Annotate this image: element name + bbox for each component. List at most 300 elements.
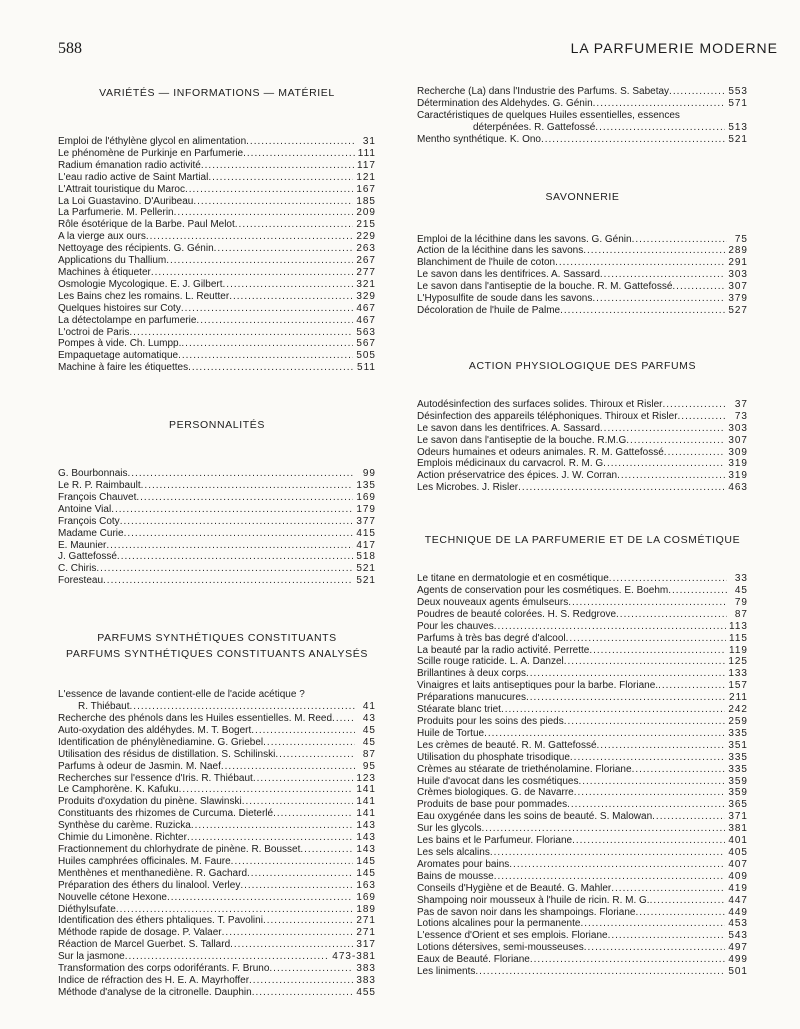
entry-page: 317 bbox=[356, 939, 376, 951]
entry-title: L'Hyposulfite de soude dans les savons bbox=[417, 293, 593, 305]
entry-page: 521 bbox=[728, 133, 748, 145]
toc-entry bbox=[58, 468, 376, 480]
dot-leader bbox=[231, 856, 354, 868]
entry-page: 263 bbox=[356, 243, 376, 255]
entry-title: L'essence d'Orient et ses emplois. Floriane bbox=[417, 930, 608, 942]
entry-title: Odeurs humaines et odeurs animales. R. M. Gattefossé bbox=[417, 446, 664, 458]
dot-leader bbox=[616, 609, 727, 621]
entry-title: La Loi Guastavino. D'Auribeau bbox=[58, 195, 194, 207]
toc-list bbox=[417, 573, 748, 978]
dot-leader bbox=[566, 633, 726, 645]
entry-page: 157 bbox=[728, 680, 748, 692]
entry-page: 169 bbox=[356, 891, 376, 903]
dot-leader bbox=[193, 196, 353, 208]
entry-page: 143 bbox=[356, 843, 376, 855]
entry-page: 563 bbox=[356, 326, 376, 338]
entry-page: 415 bbox=[356, 527, 376, 539]
toc-entry bbox=[58, 963, 376, 975]
entry-title: Applications du Thallium bbox=[58, 255, 167, 267]
entry-title: Lotions alcalines pour la permanente bbox=[417, 918, 581, 930]
dot-leader bbox=[191, 820, 353, 832]
dot-leader bbox=[243, 148, 355, 160]
toc-entry bbox=[58, 749, 376, 761]
entry-page: 289 bbox=[728, 245, 748, 257]
toc-entry bbox=[58, 184, 376, 196]
entry-page: 99 bbox=[362, 468, 376, 480]
entry-title: Caractéristiques de quelques Huiles essentielles, essences bbox=[417, 109, 680, 121]
toc-entry bbox=[417, 740, 748, 752]
dot-leader bbox=[269, 963, 353, 975]
toc-entry bbox=[58, 832, 376, 844]
entry-title: Le Camphorène. K. Kafuku bbox=[58, 784, 179, 796]
entry-title: Parfums à très bas degré d'alcool bbox=[417, 632, 566, 644]
dot-leader bbox=[475, 966, 725, 978]
entry-page: 45 bbox=[362, 724, 376, 736]
toc-section bbox=[417, 533, 748, 978]
entry-page: 45 bbox=[734, 585, 748, 597]
entry-title: Pour les chauves bbox=[417, 620, 494, 632]
entry-title: Les liniments bbox=[417, 966, 476, 978]
entry-page: 75 bbox=[734, 233, 748, 245]
toc-entry bbox=[417, 728, 748, 740]
dot-leader bbox=[120, 516, 354, 528]
entry-page: 43 bbox=[362, 713, 376, 724]
entry-page: 291 bbox=[728, 257, 748, 269]
toc-entry bbox=[58, 975, 376, 987]
toc-list bbox=[58, 136, 376, 374]
entry-page: 277 bbox=[356, 266, 376, 278]
entry-page: 379 bbox=[728, 293, 748, 305]
toc-entry bbox=[58, 575, 376, 587]
entry-title: Les Bains chez les romains. L. Reutter bbox=[58, 290, 230, 302]
entry-title: J. Gattefossé bbox=[58, 551, 117, 563]
toc-entry bbox=[58, 915, 376, 927]
entry-title: Antoine Vial bbox=[58, 503, 112, 515]
entry-title: Shampoing noir mousseux à l'huile de ricin. R. M. G. bbox=[417, 894, 650, 906]
toc-entry bbox=[58, 737, 376, 749]
toc-entry bbox=[417, 110, 748, 122]
entry-title: Le savon dans les dentifrices. A. Sassard bbox=[417, 422, 600, 434]
toc-entry bbox=[58, 880, 376, 892]
entry-page: 567 bbox=[356, 338, 376, 350]
toc-entry bbox=[417, 134, 748, 146]
entry-page: 143 bbox=[356, 820, 376, 832]
dot-leader bbox=[530, 954, 725, 966]
entry-page: 319 bbox=[728, 458, 748, 470]
toc-entry bbox=[58, 904, 376, 916]
toc-entry bbox=[417, 835, 748, 847]
entry-title: Eaux de Beauté. Floriane bbox=[417, 954, 530, 966]
entry-title: La détectolampe en parfumerie bbox=[58, 314, 197, 326]
toc-entry bbox=[417, 656, 748, 668]
toc-entry bbox=[417, 597, 748, 609]
toc-entry bbox=[58, 219, 376, 231]
dot-leader bbox=[501, 704, 725, 716]
entry-title-continued: déterpénées. R. Gattefossé bbox=[473, 121, 596, 133]
dot-leader bbox=[174, 207, 354, 219]
dot-leader bbox=[96, 563, 353, 575]
entry-page: 45 bbox=[362, 736, 376, 748]
dot-leader bbox=[124, 528, 354, 540]
dot-leader bbox=[181, 303, 353, 315]
entry-title: Produits de base pour pommades bbox=[417, 799, 568, 811]
toc-entry bbox=[417, 585, 748, 597]
entry-page: 79 bbox=[734, 596, 748, 608]
dot-leader bbox=[570, 752, 725, 764]
entry-page: 95 bbox=[362, 760, 376, 772]
toc-entry bbox=[417, 716, 748, 728]
entry-title: L'eau radio active de Saint Martial bbox=[58, 171, 209, 183]
entry-title: Préparation des éthers du linalool. Verley bbox=[58, 879, 241, 891]
entry-page: 447 bbox=[728, 894, 748, 906]
dot-leader bbox=[635, 907, 725, 919]
entry-title: Identification des éthers phtaliques. T. Pavolini bbox=[58, 915, 263, 927]
right-column bbox=[417, 86, 748, 978]
entry-page: 87 bbox=[734, 608, 748, 620]
toc-entry bbox=[58, 951, 376, 963]
dot-leader bbox=[151, 267, 353, 279]
entry-title: Recherche des phénols dans les Huiles essentielles. M. Reed bbox=[58, 713, 333, 724]
dot-leader bbox=[196, 315, 353, 327]
dot-leader bbox=[201, 160, 354, 172]
dot-leader bbox=[678, 411, 727, 423]
dot-leader bbox=[632, 764, 726, 776]
entry-page: 143 bbox=[356, 832, 376, 844]
dot-leader bbox=[188, 362, 354, 374]
entry-page: 377 bbox=[356, 515, 376, 527]
toc-entry bbox=[58, 939, 376, 951]
toc-entry bbox=[58, 267, 376, 279]
toc-entry bbox=[417, 871, 748, 883]
toc-entry-continuation bbox=[58, 701, 376, 713]
dot-leader bbox=[166, 255, 353, 267]
dot-leader bbox=[564, 716, 726, 728]
entry-page: 419 bbox=[728, 882, 748, 894]
toc-entry bbox=[417, 423, 748, 435]
entry-title: Emploi de l'éthylène glycol en alimentation bbox=[58, 136, 247, 147]
entry-title: Méthode rapide de dosage. P. Valaer bbox=[58, 927, 222, 939]
entry-title: Décoloration de l'huile de Palme bbox=[417, 304, 561, 316]
dot-leader bbox=[103, 575, 353, 587]
toc-entry bbox=[417, 633, 748, 645]
toc-entry bbox=[58, 303, 376, 315]
dot-leader bbox=[179, 784, 354, 796]
entry-title: Le savon dans les dentifrices. A. Sassard bbox=[417, 269, 600, 281]
entry-title: Action préservatrice des épices. J. W. Corran bbox=[417, 470, 618, 482]
toc-section bbox=[58, 418, 376, 587]
dot-leader bbox=[564, 656, 726, 668]
toc-entry bbox=[417, 458, 748, 470]
dot-leader bbox=[130, 701, 355, 713]
dot-leader bbox=[541, 134, 725, 146]
entry-title: Huiles camphrées officinales. M. Faure bbox=[58, 855, 231, 867]
entry-title: Nouvelle cétone Hexone bbox=[58, 891, 167, 903]
entry-page: 119 bbox=[729, 644, 748, 656]
entry-page: 307 bbox=[728, 434, 748, 446]
entry-page: 511 bbox=[357, 362, 376, 374]
entry-title: Constituants des rhizomes de Curcuma. Dieterlé bbox=[58, 808, 274, 820]
toc-entry bbox=[58, 551, 376, 563]
toc-list bbox=[417, 399, 748, 494]
entry-page: 145 bbox=[356, 867, 376, 879]
toc-entry bbox=[58, 172, 376, 184]
entry-title: François Coty bbox=[58, 515, 120, 527]
toc-entry bbox=[58, 291, 376, 303]
toc-entry bbox=[417, 942, 748, 954]
entry-page: 383 bbox=[356, 963, 376, 975]
toc-entry bbox=[417, 293, 748, 305]
dot-leader bbox=[185, 184, 353, 196]
toc-entry bbox=[417, 447, 748, 459]
entry-page: 505 bbox=[356, 350, 376, 362]
entry-page: 271 bbox=[356, 927, 376, 939]
dot-leader bbox=[247, 868, 353, 880]
dot-leader bbox=[221, 761, 355, 773]
dot-leader bbox=[246, 136, 355, 148]
dot-leader bbox=[125, 951, 330, 963]
entry-page: 145 bbox=[356, 855, 376, 867]
dot-leader bbox=[526, 668, 725, 680]
toc-entry bbox=[417, 435, 748, 447]
entry-title: Agents de conservation pour les cosmétiques. E. Boehm bbox=[417, 585, 669, 597]
dot-leader bbox=[593, 98, 726, 110]
entry-page: 211 bbox=[729, 692, 748, 704]
entry-page: 409 bbox=[728, 870, 748, 882]
entry-page: 383 bbox=[356, 974, 376, 986]
toc-entry bbox=[58, 504, 376, 516]
entry-page: 215 bbox=[356, 219, 376, 231]
toc-entry bbox=[417, 907, 748, 919]
dot-leader bbox=[589, 645, 726, 657]
entry-page: 335 bbox=[728, 763, 748, 775]
dot-leader bbox=[626, 435, 725, 447]
toc-entry bbox=[58, 160, 376, 172]
toc-section bbox=[417, 190, 748, 317]
entry-title: Machine à faire les étiquettes bbox=[58, 362, 189, 374]
entry-title: Autodésinfection des surfaces solides. Thiroux et Risler bbox=[417, 398, 663, 410]
dot-leader bbox=[229, 291, 353, 303]
entry-page: 405 bbox=[728, 846, 748, 858]
page-number: 588 bbox=[58, 40, 82, 57]
entry-page: 111 bbox=[357, 147, 376, 159]
toc-entry bbox=[58, 243, 376, 255]
toc-list bbox=[58, 689, 376, 999]
toc-entry bbox=[58, 350, 376, 362]
toc-entry bbox=[417, 680, 748, 692]
dot-leader bbox=[178, 350, 353, 362]
dot-leader bbox=[555, 257, 725, 269]
toc-section bbox=[417, 86, 748, 146]
dot-leader bbox=[494, 621, 726, 633]
dot-leader bbox=[572, 835, 725, 847]
toc-entry bbox=[417, 811, 748, 823]
entry-page: 179 bbox=[356, 503, 376, 515]
entry-page: 189 bbox=[356, 903, 376, 915]
dot-leader bbox=[568, 597, 727, 609]
toc-entry bbox=[417, 883, 748, 895]
entry-page: 417 bbox=[356, 539, 376, 551]
toc-entry bbox=[58, 987, 376, 999]
entry-page: 473-381 bbox=[332, 951, 376, 963]
running-title: LA PARFUMERIE MODERNE bbox=[570, 40, 778, 56]
dot-leader bbox=[273, 808, 353, 820]
dot-leader bbox=[117, 551, 353, 563]
dot-leader bbox=[252, 987, 354, 999]
toc-entry bbox=[58, 540, 376, 552]
entry-title: La Parfumerie. M. Pellerin bbox=[58, 207, 174, 219]
dot-leader bbox=[494, 871, 726, 883]
entry-page: 329 bbox=[356, 290, 376, 302]
entry-title: Bains de mousse bbox=[417, 870, 494, 882]
entry-page: 407 bbox=[728, 858, 748, 870]
toc-entry bbox=[58, 761, 376, 773]
toc-entry bbox=[58, 196, 376, 208]
toc-entry bbox=[417, 930, 748, 942]
entry-title: Empaquetage automatique bbox=[58, 350, 179, 362]
toc-entry bbox=[417, 470, 748, 482]
entry-title: Les Microbes. J. Risler bbox=[417, 482, 519, 494]
entry-title: La beauté par la radio activité. Perrette bbox=[417, 644, 590, 656]
entry-page: 121 bbox=[356, 171, 376, 183]
dot-leader bbox=[128, 468, 356, 480]
toc-entry bbox=[58, 892, 376, 904]
dot-leader bbox=[609, 573, 727, 585]
dot-leader bbox=[509, 859, 725, 871]
entry-title: Détermination des Aldehydes. G. Génin bbox=[417, 97, 593, 109]
entry-title: Madame Curie bbox=[58, 527, 124, 539]
entry-title: Recherches sur l'essence d'Iris. R. Thiébaut bbox=[58, 772, 253, 784]
dot-leader bbox=[658, 680, 725, 692]
entry-title: Méthode d'analyse de la citronelle. Dauphin bbox=[58, 986, 252, 998]
entry-title: L'Attrait touristique du Maroc bbox=[58, 183, 185, 195]
toc-entry bbox=[417, 799, 748, 811]
dot-leader bbox=[263, 915, 353, 927]
toc-entry bbox=[417, 895, 748, 907]
entry-title: Recherche (La) dans l'Industrie des Parfums. S. Sabetay bbox=[417, 86, 670, 97]
entry-title: Les crèmes de beauté. R. M. Gattefossé bbox=[417, 739, 597, 751]
toc-entry bbox=[417, 399, 748, 411]
dot-leader bbox=[481, 823, 725, 835]
entry-page: 209 bbox=[356, 207, 376, 219]
toc-entry bbox=[417, 86, 748, 98]
entry-page: 303 bbox=[728, 422, 748, 434]
toc-entry bbox=[417, 645, 748, 657]
entry-title: Stéarate blanc triet bbox=[417, 704, 501, 716]
entry-title: François Chauvet bbox=[58, 491, 137, 503]
toc-entry bbox=[417, 234, 748, 246]
dot-leader bbox=[223, 279, 354, 291]
entry-page: 73 bbox=[734, 410, 748, 422]
entry-title: Foresteau bbox=[58, 575, 104, 587]
entry-title: Réaction de Marcel Guerbet. S. Tallard bbox=[58, 939, 231, 951]
entry-title: Scille rouge raticide. L. A. Danzel bbox=[417, 656, 564, 668]
entry-page: 87 bbox=[362, 748, 376, 760]
toc-entry bbox=[417, 823, 748, 835]
entry-page: 499 bbox=[728, 954, 748, 966]
toc-entry bbox=[58, 362, 376, 374]
toc-entry bbox=[58, 279, 376, 291]
entry-page: 141 bbox=[356, 784, 376, 796]
entry-title: Chimie du Limonène. Richter bbox=[58, 832, 187, 844]
entry-page: 115 bbox=[729, 632, 748, 644]
entry-page: 359 bbox=[728, 775, 748, 787]
toc-entry bbox=[58, 207, 376, 219]
section-heading: TECHNIQUE DE LA PARFUMERIE ET DE LA COSMÉTIQUE bbox=[424, 534, 741, 547]
entry-page: 518 bbox=[356, 551, 376, 563]
toc-entry bbox=[417, 966, 748, 978]
toc-entry bbox=[417, 257, 748, 269]
entry-title: Le savon dans l'antiseptie de la bouche. R. M. Gattefossé bbox=[417, 281, 673, 293]
section-heading: VARIÉTÉS — INFORMATIONS — MATÉRIEL bbox=[99, 87, 335, 99]
entry-page: 513 bbox=[728, 121, 748, 133]
entry-title: Action de la lécithine dans les savons bbox=[417, 245, 584, 257]
entry-title: Les sels alcalins bbox=[417, 846, 490, 858]
entry-page: 167 bbox=[356, 183, 376, 195]
toc-entry bbox=[58, 868, 376, 880]
toc-entry bbox=[417, 704, 748, 716]
toc-entry bbox=[417, 764, 748, 776]
entry-title: Pompes à vide. Ch. Lumpp. bbox=[58, 338, 182, 350]
section-heading-secondary: PARFUMS SYNTHÉTIQUES CONSTITUANTS ANALYSÉS bbox=[66, 648, 368, 661]
section-heading: PERSONNALITÉS bbox=[169, 419, 265, 432]
toc-entry bbox=[417, 776, 748, 788]
dot-leader bbox=[597, 740, 726, 752]
toc-entry bbox=[58, 856, 376, 868]
entry-page: 335 bbox=[728, 751, 748, 763]
entry-page: 125 bbox=[728, 656, 748, 668]
dot-leader bbox=[578, 776, 725, 788]
entry-title: Vinaigres et laits antiseptiques pour la barbe. Floriane. bbox=[417, 680, 659, 692]
entry-page: 319 bbox=[728, 470, 748, 482]
entry-title: Brillantines à deux corps bbox=[417, 668, 526, 680]
entry-page: 365 bbox=[728, 799, 748, 811]
entry-page: 141 bbox=[356, 808, 376, 820]
entry-page: 303 bbox=[728, 269, 748, 281]
entry-page: 543 bbox=[728, 930, 748, 942]
dot-leader bbox=[332, 713, 355, 725]
toc-entry bbox=[58, 327, 376, 339]
entry-page: 521 bbox=[356, 563, 376, 575]
entry-page: 467 bbox=[356, 302, 376, 314]
entry-page: 169 bbox=[356, 491, 376, 503]
entry-title: Menthènes et menthanediène. R. Gachard bbox=[58, 867, 248, 879]
entry-title: Aromates pour bains bbox=[417, 858, 510, 870]
toc-entry bbox=[417, 668, 748, 680]
page-header bbox=[58, 40, 778, 60]
toc-section bbox=[58, 86, 376, 374]
entry-title: Sur la jasmone bbox=[58, 951, 125, 963]
entry-title: Deux nouveaux agents émulseurs bbox=[417, 596, 569, 608]
entry-title: Crèmes au stéarate de triethénolamine. Floriane bbox=[417, 763, 632, 775]
entry-title: A la vierge aux ours bbox=[58, 231, 146, 243]
dot-leader bbox=[235, 219, 354, 231]
entry-title: Synthèse du carème. Ruzicka bbox=[58, 820, 191, 832]
dot-leader bbox=[230, 939, 353, 951]
section-heading: ACTION PHYSIOLOGIQUE DES PARFUMS bbox=[468, 359, 697, 372]
entry-title: E. Maunier bbox=[58, 539, 107, 551]
dot-leader bbox=[584, 942, 726, 954]
toc-entry bbox=[417, 305, 748, 317]
toc-entry bbox=[58, 773, 376, 785]
entry-page: 242 bbox=[728, 704, 748, 716]
entry-title: L'octroi de Paris bbox=[58, 326, 130, 338]
toc-entry bbox=[417, 609, 748, 621]
toc-entry bbox=[417, 411, 748, 423]
toc-entry bbox=[58, 725, 376, 737]
entry-title: Les bains et le Parfumeur. Floriane bbox=[417, 835, 573, 847]
dot-leader bbox=[664, 447, 726, 459]
entry-page: 553 bbox=[728, 86, 748, 97]
